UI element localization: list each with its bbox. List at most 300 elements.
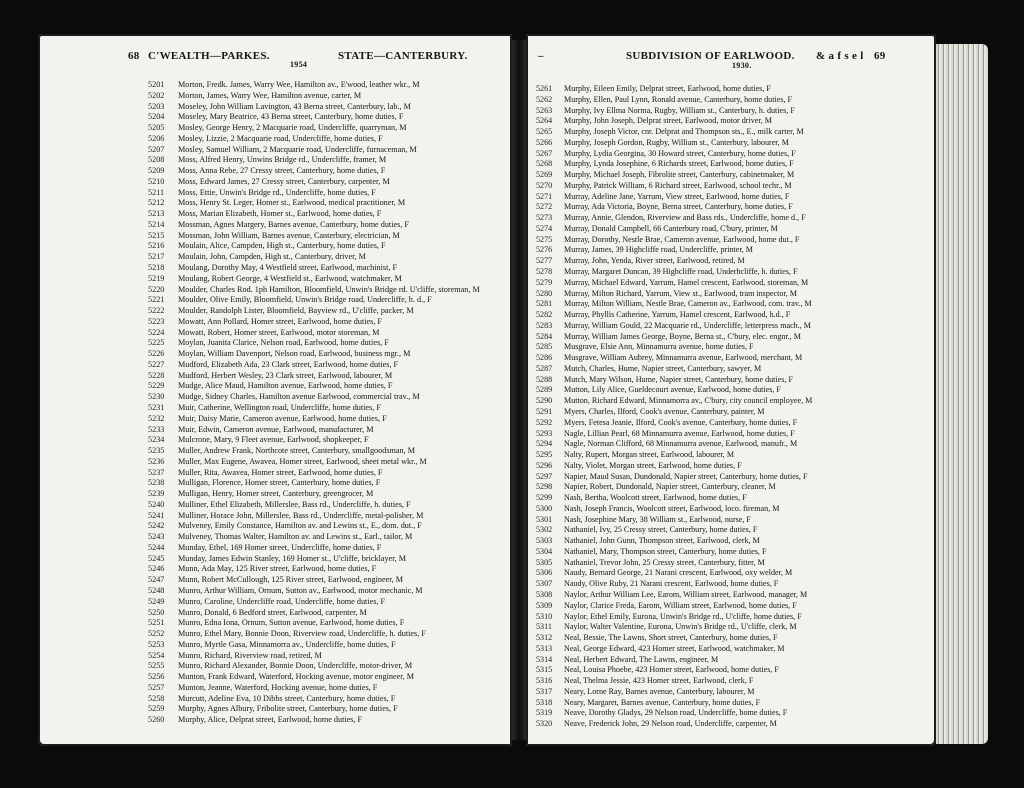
entry-number: 5229 bbox=[148, 381, 165, 391]
entry-number: 5252 bbox=[148, 629, 165, 639]
list-item bbox=[536, 321, 936, 332]
entry-text: Moulang, Dorothy May, 4 Westfield street, Earlwood, machinist, F bbox=[178, 263, 398, 273]
entry-number: 5201 bbox=[148, 80, 165, 89]
entry-text: Munn, Robert McCullough, 125 River street, Earlwood, engineer, M bbox=[178, 575, 404, 585]
entry-text: Munro, Edna Iona, Ornum, Sutton avenue, Earlwood, home duties, F bbox=[178, 618, 405, 628]
entry-text: Mulliner, Horace John, Millerslee, Bass rd., Undercliffe, metal-polisher, M bbox=[178, 510, 424, 520]
entry-number: 5271 bbox=[536, 191, 553, 201]
list-item bbox=[148, 328, 512, 339]
list-item bbox=[148, 338, 512, 349]
list-item bbox=[536, 547, 936, 558]
left-page-header bbox=[38, 44, 512, 69]
entry-text: Murphy, Agnes Albury, Fribolite street, Canterbury, home duties, F bbox=[178, 704, 398, 714]
entry-text: Mutch, Mary Wilson, Hume, Napier street, Canterbury, home duties, F bbox=[564, 374, 793, 384]
list-item bbox=[536, 127, 936, 138]
list-item bbox=[536, 407, 936, 418]
list-item bbox=[148, 500, 512, 511]
entry-number: 5241 bbox=[148, 510, 165, 520]
list-item bbox=[148, 425, 512, 436]
entry-text: Mudford, Elizabeth Ada, 23 Clark street, Earlwood, home duties, F bbox=[178, 359, 399, 369]
entry-number: 5307 bbox=[536, 579, 553, 589]
list-item bbox=[536, 385, 936, 396]
entry-text: Neave, Frederick John, 29 Nelson road, Undercliffe, carpenter, M bbox=[564, 719, 777, 729]
entry-text: Murray, James, 39 Highcliffe road, Undercliffe, printer, M bbox=[564, 245, 753, 255]
list-item bbox=[148, 371, 512, 382]
entry-number: 5220 bbox=[148, 284, 165, 294]
entry-text: Nash, Bertha, Woolcott street, Earlwood, home duties, F bbox=[564, 493, 747, 503]
entry-text: Neary, Margaret, Barnes avenue, Canterbury, home duties, F bbox=[564, 697, 761, 707]
entry-number: 5285 bbox=[536, 342, 553, 352]
list-item bbox=[536, 159, 936, 170]
entry-number: 5272 bbox=[536, 202, 553, 212]
entry-number: 5257 bbox=[148, 682, 165, 692]
list-item bbox=[536, 687, 936, 698]
entry-number: 5237 bbox=[148, 467, 165, 477]
entry-text: Mulligan, Henry, Homer street, Canterbury, greengrocer, M bbox=[178, 489, 374, 499]
entry-text: Moss, Alfred Henry, Unwins Bridge rd., Undercliffe, framer, M bbox=[178, 155, 387, 165]
entry-number: 5234 bbox=[148, 435, 165, 445]
entry-text: Neary, Lorne Ray, Barnes avenue, Canterbury, labourer, M bbox=[564, 686, 755, 696]
entry-number: 5258 bbox=[148, 693, 165, 703]
entry-text: Nathaniel, Trevor John, 25 Cressy street, Canterbury, fitter, M bbox=[564, 557, 765, 567]
entry-number: 5310 bbox=[536, 611, 553, 621]
entry-number: 5209 bbox=[148, 166, 165, 176]
entry-number: 5296 bbox=[536, 460, 553, 470]
right-header-title: SUBDIVISION OF EARLWOOD. bbox=[626, 50, 795, 62]
list-item bbox=[148, 102, 512, 113]
entry-number: 5233 bbox=[148, 424, 165, 434]
list-item bbox=[536, 525, 936, 536]
list-item bbox=[536, 482, 936, 493]
entry-text: Murray, Milton Richard, Yarrum, View st., Earlwood, tram inspector, M bbox=[564, 288, 797, 298]
entry-number: 5240 bbox=[148, 499, 165, 509]
entry-number: 5264 bbox=[536, 116, 553, 126]
list-item bbox=[148, 457, 512, 468]
entry-text: Murray, Michael Edward, Yarrum, Hamel crescent, Earlwood, storeman, M bbox=[564, 277, 809, 287]
entry-text: Neal, Thelma Jessie, 423 Homer street, Earlwood, clerk, F bbox=[564, 676, 754, 686]
entry-text: Murray, Donald Campbell, 66 Canterbury road, C'bury, printer, M bbox=[564, 223, 778, 233]
list-item bbox=[536, 364, 936, 375]
entry-text: Munton, Frank Edward, Waterford, Hocking avenue, motor engineer, M bbox=[178, 672, 415, 682]
list-item bbox=[536, 612, 936, 623]
entry-text: Morton, James, Warry Wee, Hamilton avenue, carter, M bbox=[178, 90, 362, 100]
entry-text: Murphy, Lydia Georgina, 30 Howard street, Canterbury, home duties, F bbox=[564, 148, 796, 158]
entry-text: Moss, Ettie, Unwin's Bridge rd., Undercliffe, home duties, F bbox=[178, 187, 376, 197]
entry-number: 5225 bbox=[148, 338, 165, 348]
entry-text: Moulain, Alice, Campden, High st., Canterbury, home duties, F bbox=[178, 241, 386, 251]
entry-number: 5300 bbox=[536, 503, 553, 513]
entry-text: Nash, Josephine Mary, 38 William st., Earlwood, nurse, F bbox=[564, 514, 751, 524]
entry-number: 5276 bbox=[536, 245, 553, 255]
entry-text: Moseley, John William Lavington, 43 Berna street, Canterbury, lab., M bbox=[178, 101, 411, 111]
entry-number: 5226 bbox=[148, 349, 165, 359]
entry-number: 5304 bbox=[536, 546, 553, 556]
list-item bbox=[148, 661, 512, 672]
entry-number: 5288 bbox=[536, 374, 553, 384]
entry-number: 5261 bbox=[536, 84, 553, 93]
entry-number: 5249 bbox=[148, 596, 165, 606]
entry-number: 5248 bbox=[148, 585, 165, 595]
entry-text: Naylor, Ethel Emily, Eurona, Unwin's Bridge rd., U'cliffe, home duties, F bbox=[564, 611, 802, 621]
list-item bbox=[148, 123, 512, 134]
entry-text: Munro, Myrtle Gasa, Minnamorra av., Undercliffe, home duties, F bbox=[178, 639, 396, 649]
entry-number: 5275 bbox=[536, 234, 553, 244]
list-item bbox=[148, 575, 512, 586]
list-item bbox=[536, 429, 936, 440]
list-item bbox=[148, 715, 512, 726]
list-item bbox=[536, 515, 936, 526]
entry-number: 5301 bbox=[536, 514, 553, 524]
list-item bbox=[536, 95, 936, 106]
list-item bbox=[536, 235, 936, 246]
right-entry-list bbox=[536, 84, 936, 730]
entry-text: Murray, William Gould, 22 Macquarie rd., Undercliffe, letterpress mach., M bbox=[564, 320, 811, 330]
list-item bbox=[148, 349, 512, 360]
entry-number: 5295 bbox=[536, 450, 553, 460]
list-item bbox=[536, 493, 936, 504]
entry-text: Naudy, Bernard George, 21 Narani crescent, Earlwood, oxy welder, M bbox=[564, 568, 793, 578]
list-item bbox=[148, 360, 512, 371]
page-edges bbox=[936, 44, 988, 744]
entry-number: 5317 bbox=[536, 686, 553, 696]
list-item bbox=[148, 220, 512, 231]
entry-text: Napier, Robert, Dundonald, Napier street, Canterbury, cleaner, M bbox=[564, 482, 776, 492]
entry-text: Nagle, Lillian Pearl, 68 Minnamurra avenue, Earlwood, home duties, F bbox=[564, 428, 795, 438]
entry-text: Mosley, Samuel William, 2 Macquarie road, Undercliffe, furnaceman, M bbox=[178, 144, 417, 154]
entry-number: 5208 bbox=[148, 155, 165, 165]
entry-number: 5254 bbox=[148, 650, 165, 660]
entry-text: Muir, Daisy Marie, Cameron avenue, Earlwood, home duties, F bbox=[178, 413, 387, 423]
list-item bbox=[148, 403, 512, 414]
entry-text: Mudge, Alice Maud, Hamilton avenue, Earlwood, home duties, F bbox=[178, 381, 393, 391]
entry-text: Mossman, Agnes Margery, Barnes avenue, Canterbury, home duties, F bbox=[178, 219, 409, 229]
entry-text: Moss, Henry St. Leger, Homer st., Earlwood, medical practitioner, M bbox=[178, 198, 406, 208]
entry-number: 5259 bbox=[148, 704, 165, 714]
entry-number: 5282 bbox=[536, 310, 553, 320]
entry-number: 5291 bbox=[536, 406, 553, 416]
entry-number: 5263 bbox=[536, 105, 553, 115]
list-item bbox=[536, 396, 936, 407]
entry-text: Murray, William James George, Boyne, Berna st., C'bury, elec. engnr., M bbox=[564, 331, 801, 341]
entry-text: Murphy, John Joseph, Delprat street, Earlwood, motor driver, M bbox=[564, 116, 772, 126]
entry-text: Neal, Herbert Edward, The Lawns, engineer, M bbox=[564, 654, 719, 664]
entry-number: 5305 bbox=[536, 557, 553, 567]
list-item bbox=[536, 278, 936, 289]
entry-number: 5316 bbox=[536, 676, 553, 686]
entry-text: Nalty, Rupert, Morgan street, Earlwood, labourer, M bbox=[564, 450, 735, 460]
entry-number: 5221 bbox=[148, 295, 165, 305]
entry-number: 5205 bbox=[148, 123, 165, 133]
left-header-title: C'WEALTH—PARKES. bbox=[148, 50, 270, 62]
entry-number: 5211 bbox=[148, 187, 165, 197]
entry-number: 5231 bbox=[148, 402, 165, 412]
list-item bbox=[148, 285, 512, 296]
entry-text: Murray, Dorothy, Nestle Brae, Cameron avenue, Earlwood, home dut., F bbox=[564, 234, 800, 244]
list-item bbox=[148, 134, 512, 145]
list-item bbox=[536, 601, 936, 612]
entry-text: Moulder, Olive Emily, Bloomfield, Unwin's Bridge road, Undercliffe, h. d., F bbox=[178, 295, 432, 305]
entry-text: Mulveney, Emily Constance, Hamilton av. and Lewins st., E., dom. dut., F bbox=[178, 521, 422, 531]
entry-number: 5311 bbox=[536, 622, 552, 632]
entry-text: Neal, Bessie, The Lawns, Short street, Canterbury, home duties, F bbox=[564, 633, 778, 643]
entry-text: Neave, Dorothy Gladys, 29 Nelson road, Undercliffe, home duties, F bbox=[564, 708, 788, 718]
entry-number: 5246 bbox=[148, 564, 165, 574]
list-item bbox=[148, 446, 512, 457]
list-item bbox=[148, 392, 512, 403]
entry-number: 5270 bbox=[536, 180, 553, 190]
entry-text: Moseley, Mary Beatrice, 43 Berna street, Canterbury, home duties, F bbox=[178, 112, 404, 122]
entry-text: Moulain, John, Campden, High st., Canterbury, driver, M bbox=[178, 252, 366, 262]
entry-number: 5319 bbox=[536, 708, 553, 718]
entry-number: 5281 bbox=[536, 299, 553, 309]
entry-text: Moulang, Robert George, 4 Westfield st., Earlwood, watchmaker, M bbox=[178, 273, 402, 283]
list-item bbox=[148, 629, 512, 640]
list-item bbox=[148, 209, 512, 220]
list-item bbox=[536, 310, 936, 321]
entry-text: Murphy, Eileen Emily, Delprat street, Earlwood, home duties, F bbox=[564, 84, 771, 93]
entry-text: Murphy, Ellen, Paul Lynn, Ronald avenue, Canterbury, home duties, F bbox=[564, 94, 793, 104]
list-item bbox=[536, 536, 936, 547]
list-item bbox=[148, 306, 512, 317]
list-item bbox=[148, 414, 512, 425]
list-item bbox=[148, 532, 512, 543]
list-item bbox=[148, 704, 512, 715]
entry-text: Moss, Edward James, 27 Cressy street, Canterbury, carpenter, M bbox=[178, 176, 390, 186]
entry-text: Mossman, John William, Barnes avenue, Canterbury, electrician, M bbox=[178, 230, 400, 240]
entry-text: Neal, George Edward, 423 Homer street, Earlwood, watchmaker, M bbox=[564, 643, 785, 653]
list-item bbox=[536, 181, 936, 192]
entry-number: 5239 bbox=[148, 489, 165, 499]
right-header-year: 1930. bbox=[732, 61, 752, 70]
entry-text: Moss, Marian Elizabeth, Homer st., Earlwood, home duties, F bbox=[178, 209, 382, 219]
list-item bbox=[148, 618, 512, 629]
list-item bbox=[148, 198, 512, 209]
entry-text: Nathaniel, Ivy, 25 Cressy street, Canterbury, home duties, F bbox=[564, 525, 758, 535]
list-item bbox=[148, 177, 512, 188]
entry-number: 5289 bbox=[536, 385, 553, 395]
list-item bbox=[148, 263, 512, 274]
list-item bbox=[148, 80, 512, 91]
entry-text: Naylor, Walter Valentine, Eurona, Unwin's Bridge rd., U'cliffe, clerk, M bbox=[564, 622, 797, 632]
list-item bbox=[148, 521, 512, 532]
entry-number: 5290 bbox=[536, 396, 553, 406]
entry-number: 5308 bbox=[536, 589, 553, 599]
entry-text: Mowatt, Robert, Homer street, Earlwood, motor storeman, M bbox=[178, 327, 380, 337]
list-item bbox=[148, 554, 512, 565]
entry-text: Muller, Andrew Frank, Northcote street, Canterbury, smallgoodsman, M bbox=[178, 446, 415, 456]
list-item bbox=[148, 543, 512, 554]
entry-number: 5213 bbox=[148, 209, 165, 219]
entry-number: 5207 bbox=[148, 144, 165, 154]
list-item bbox=[148, 608, 512, 619]
list-item bbox=[148, 478, 512, 489]
entry-number: 5204 bbox=[148, 112, 165, 122]
entry-number: 5318 bbox=[536, 697, 553, 707]
entry-number: 5245 bbox=[148, 553, 165, 563]
entry-text: Morton, Fredk. James, Warry Wee, Hamilton av., E'wood, leather wkr., M bbox=[178, 80, 420, 89]
list-item bbox=[148, 145, 512, 156]
entry-number: 5238 bbox=[148, 478, 165, 488]
list-item bbox=[536, 665, 936, 676]
entry-number: 5260 bbox=[148, 715, 165, 725]
entry-number: 5279 bbox=[536, 277, 553, 287]
entry-text: Nathaniel, John Gunn, Thompson street, Earlwood, clerk, M bbox=[564, 536, 760, 546]
list-item bbox=[536, 213, 936, 224]
entry-number: 5253 bbox=[148, 639, 165, 649]
entry-number: 5297 bbox=[536, 471, 553, 481]
entry-text: Munday, James Edwin Stanley, 169 Homer st., U'cliffe, bricklayer, M bbox=[178, 553, 406, 563]
entry-number: 5227 bbox=[148, 359, 165, 369]
right-page bbox=[526, 34, 936, 746]
entry-text: Mudford, Herbert Wesley, 23 Clark street, Earlwood, labourer, M bbox=[178, 370, 393, 380]
list-item bbox=[536, 622, 936, 633]
list-item bbox=[536, 267, 936, 278]
entry-text: Moulder, Charles Rod. 1ph Hamilton, Bloomfield, Unwin's Bridge rd. U'cliffe, storeman, M bbox=[178, 284, 480, 294]
entry-number: 5268 bbox=[536, 159, 553, 169]
entry-number: 5314 bbox=[536, 654, 553, 664]
entry-number: 5312 bbox=[536, 633, 553, 643]
entry-text: Munro, Arthur William, Ornum, Sutton av., Earlwood, motor mechanic, M bbox=[178, 585, 423, 595]
entry-number: 5206 bbox=[148, 133, 165, 143]
entry-number: 5280 bbox=[536, 288, 553, 298]
entry-text: Murray, Phyllis Catherine, Yarrum, Hamel crescent, Earlwood, h.d., F bbox=[564, 310, 791, 320]
list-item bbox=[536, 332, 936, 343]
list-item bbox=[536, 106, 936, 117]
entry-number: 5255 bbox=[148, 661, 165, 671]
list-item bbox=[536, 579, 936, 590]
list-item bbox=[536, 138, 936, 149]
entry-number: 5262 bbox=[536, 94, 553, 104]
entry-number: 5302 bbox=[536, 525, 553, 535]
list-item bbox=[536, 708, 936, 719]
entry-text: Moylan, Juanita Clarice, Nelson road, Earlwood, home duties, F bbox=[178, 338, 389, 348]
entry-text: Nagle, Norman Clifford, 68 Minnamurra avenue, Earlwood, manufr., M bbox=[564, 439, 798, 449]
entry-text: Naylor, Arthur William Lee, Earom, William street, Earlwood, manager, M bbox=[564, 589, 808, 599]
entry-text: Moylan, William Davenport, Nelson road, Earlwood, business mgr., M bbox=[178, 349, 411, 359]
entry-number: 5315 bbox=[536, 665, 553, 675]
list-item bbox=[536, 655, 936, 666]
entry-number: 5269 bbox=[536, 170, 553, 180]
entry-number: 5309 bbox=[536, 600, 553, 610]
list-item bbox=[148, 640, 512, 651]
list-item bbox=[536, 289, 936, 300]
entry-number: 5223 bbox=[148, 316, 165, 326]
entry-text: Musgrave, Elsie Ann, Minnamurra avenue, home duties, F bbox=[564, 342, 754, 352]
entry-text: Munro, Richard, Riverview road, retired, M bbox=[178, 650, 322, 660]
entry-number: 5219 bbox=[148, 273, 165, 283]
left-header-state: STATE—CANTERBURY. bbox=[338, 50, 468, 62]
entry-text: Murphy, Michael Joseph, Fibrolite street, Canterbury, cabinetmaker, M bbox=[564, 170, 795, 180]
list-item bbox=[148, 166, 512, 177]
entry-number: 5215 bbox=[148, 230, 165, 240]
list-item bbox=[148, 651, 512, 662]
list-item bbox=[536, 245, 936, 256]
list-item bbox=[536, 149, 936, 160]
entry-text: Munro, Ethel Mary, Bonnie Doon, Riverview road, Undercliffe, h. duties, F bbox=[178, 629, 426, 639]
entry-text: Napier, Maud Susan, Dundonald, Napier street, Canterbury, home duties, F bbox=[564, 471, 808, 481]
list-item bbox=[536, 450, 936, 461]
entry-text: Munton, Jeanne, Waterford, Hocking avenue, home duties, F bbox=[178, 682, 378, 692]
entry-text: Nash, Joseph Francis, Woolcott street, Earlwood, loco. fireman, M bbox=[564, 503, 780, 513]
entry-number: 5202 bbox=[148, 90, 165, 100]
entry-text: Mowatt, Ann Pollard, Homer street, Earlwood, home duties, F bbox=[178, 316, 382, 326]
list-item bbox=[536, 224, 936, 235]
entry-text: Mudge, Sidney Charles, Hamilton avenue Earlwood, commercial trav., M bbox=[178, 392, 420, 402]
list-item bbox=[536, 590, 936, 601]
entry-number: 5247 bbox=[148, 575, 165, 585]
list-item bbox=[148, 91, 512, 102]
right-header-marks: & a f s e l bbox=[816, 50, 864, 62]
entry-text: Murray, John, Yenda, River street, Earlwood, retired, M bbox=[564, 256, 745, 266]
list-item bbox=[148, 511, 512, 522]
entry-text: Mutton, Lily Alice, Gueldecourt avenue, Earlwood, home duties, F bbox=[564, 385, 781, 395]
entry-number: 5244 bbox=[148, 542, 165, 552]
left-page bbox=[38, 34, 512, 746]
list-item bbox=[536, 558, 936, 569]
entry-text: Munro, Caroline, Undercliffe road, Undercliffe, home duties, F bbox=[178, 596, 386, 606]
list-item bbox=[148, 683, 512, 694]
entry-number: 5243 bbox=[148, 532, 165, 542]
list-item bbox=[536, 299, 936, 310]
entry-number: 5217 bbox=[148, 252, 165, 262]
entry-text: Mutton, Richard Edward, Minnamorra av., C'bury, city council employee, M bbox=[564, 396, 813, 406]
right-header-dash: – bbox=[538, 50, 544, 62]
entry-number: 5277 bbox=[536, 256, 553, 266]
list-item bbox=[148, 468, 512, 479]
entry-text: Murphy, Alice, Delprat street, Earlwood, home duties, F bbox=[178, 715, 363, 725]
list-item bbox=[536, 439, 936, 450]
entry-text: Mulcrone, Mary, 9 Fleet avenue, Earlwood, shopkeeper, F bbox=[178, 435, 369, 445]
entry-text: Myers, Charles, Ilford, Cook's avenue, Canterbury, painter, M bbox=[564, 406, 765, 416]
entry-text: Murray, Adeline Jane, Yarrum, View street, Earlwood, home duties, F bbox=[564, 191, 790, 201]
entry-number: 5256 bbox=[148, 672, 165, 682]
list-item bbox=[148, 694, 512, 705]
entry-text: Murphy, Ivy Ellma Norma, Rugby, William st., Canterbury, h. duties, F bbox=[564, 105, 795, 115]
entry-text: Nalty, Violet, Morgan street, Earlwood, home duties, F bbox=[564, 460, 742, 470]
entry-number: 5283 bbox=[536, 320, 553, 330]
entry-number: 5306 bbox=[536, 568, 553, 578]
list-item bbox=[148, 155, 512, 166]
list-item bbox=[536, 472, 936, 483]
list-item bbox=[148, 435, 512, 446]
entry-text: Munro, Richard Alexander, Bonnie Doon, Undercliffe, motor-driver, M bbox=[178, 661, 413, 671]
entry-text: Mutch, Charles, Hume, Napier street, Canterbury, sawyer, M bbox=[564, 363, 762, 373]
entry-number: 5222 bbox=[148, 306, 165, 316]
list-item bbox=[536, 353, 936, 364]
list-item bbox=[148, 295, 512, 306]
entry-number: 5313 bbox=[536, 643, 553, 653]
entry-text: Myers, Fetesa Jeanie, Ilford, Cook's avenue, Canterbury, home duties, F bbox=[564, 417, 798, 427]
entry-number: 5299 bbox=[536, 493, 553, 503]
list-item bbox=[148, 231, 512, 242]
right-page-header bbox=[526, 44, 936, 70]
list-item bbox=[536, 256, 936, 267]
list-item bbox=[536, 342, 936, 353]
entry-number: 5267 bbox=[536, 148, 553, 158]
list-item bbox=[148, 241, 512, 252]
entry-text: Moulder, Randolph Lister, Bloomfield, Bayview rd., U'cliffe, packer, M bbox=[178, 306, 414, 316]
entry-number: 5298 bbox=[536, 482, 553, 492]
entry-number: 5273 bbox=[536, 213, 553, 223]
entry-number: 5293 bbox=[536, 428, 553, 438]
entry-number: 5210 bbox=[148, 176, 165, 186]
entry-text: Mosley, George Henry, 2 Macquarie road, Undercliffe, quarryman, M bbox=[178, 123, 407, 133]
entry-text: Murray, Margaret Duncan, 39 Highcliffe road, Underhcliffe, h. duties, F bbox=[564, 267, 798, 277]
entry-number: 5251 bbox=[148, 618, 165, 628]
entry-number: 5212 bbox=[148, 198, 165, 208]
entry-text: Nathaniel, Mary, Thompson street, Canterbury, home duties, F bbox=[564, 546, 767, 556]
list-item bbox=[148, 112, 512, 123]
